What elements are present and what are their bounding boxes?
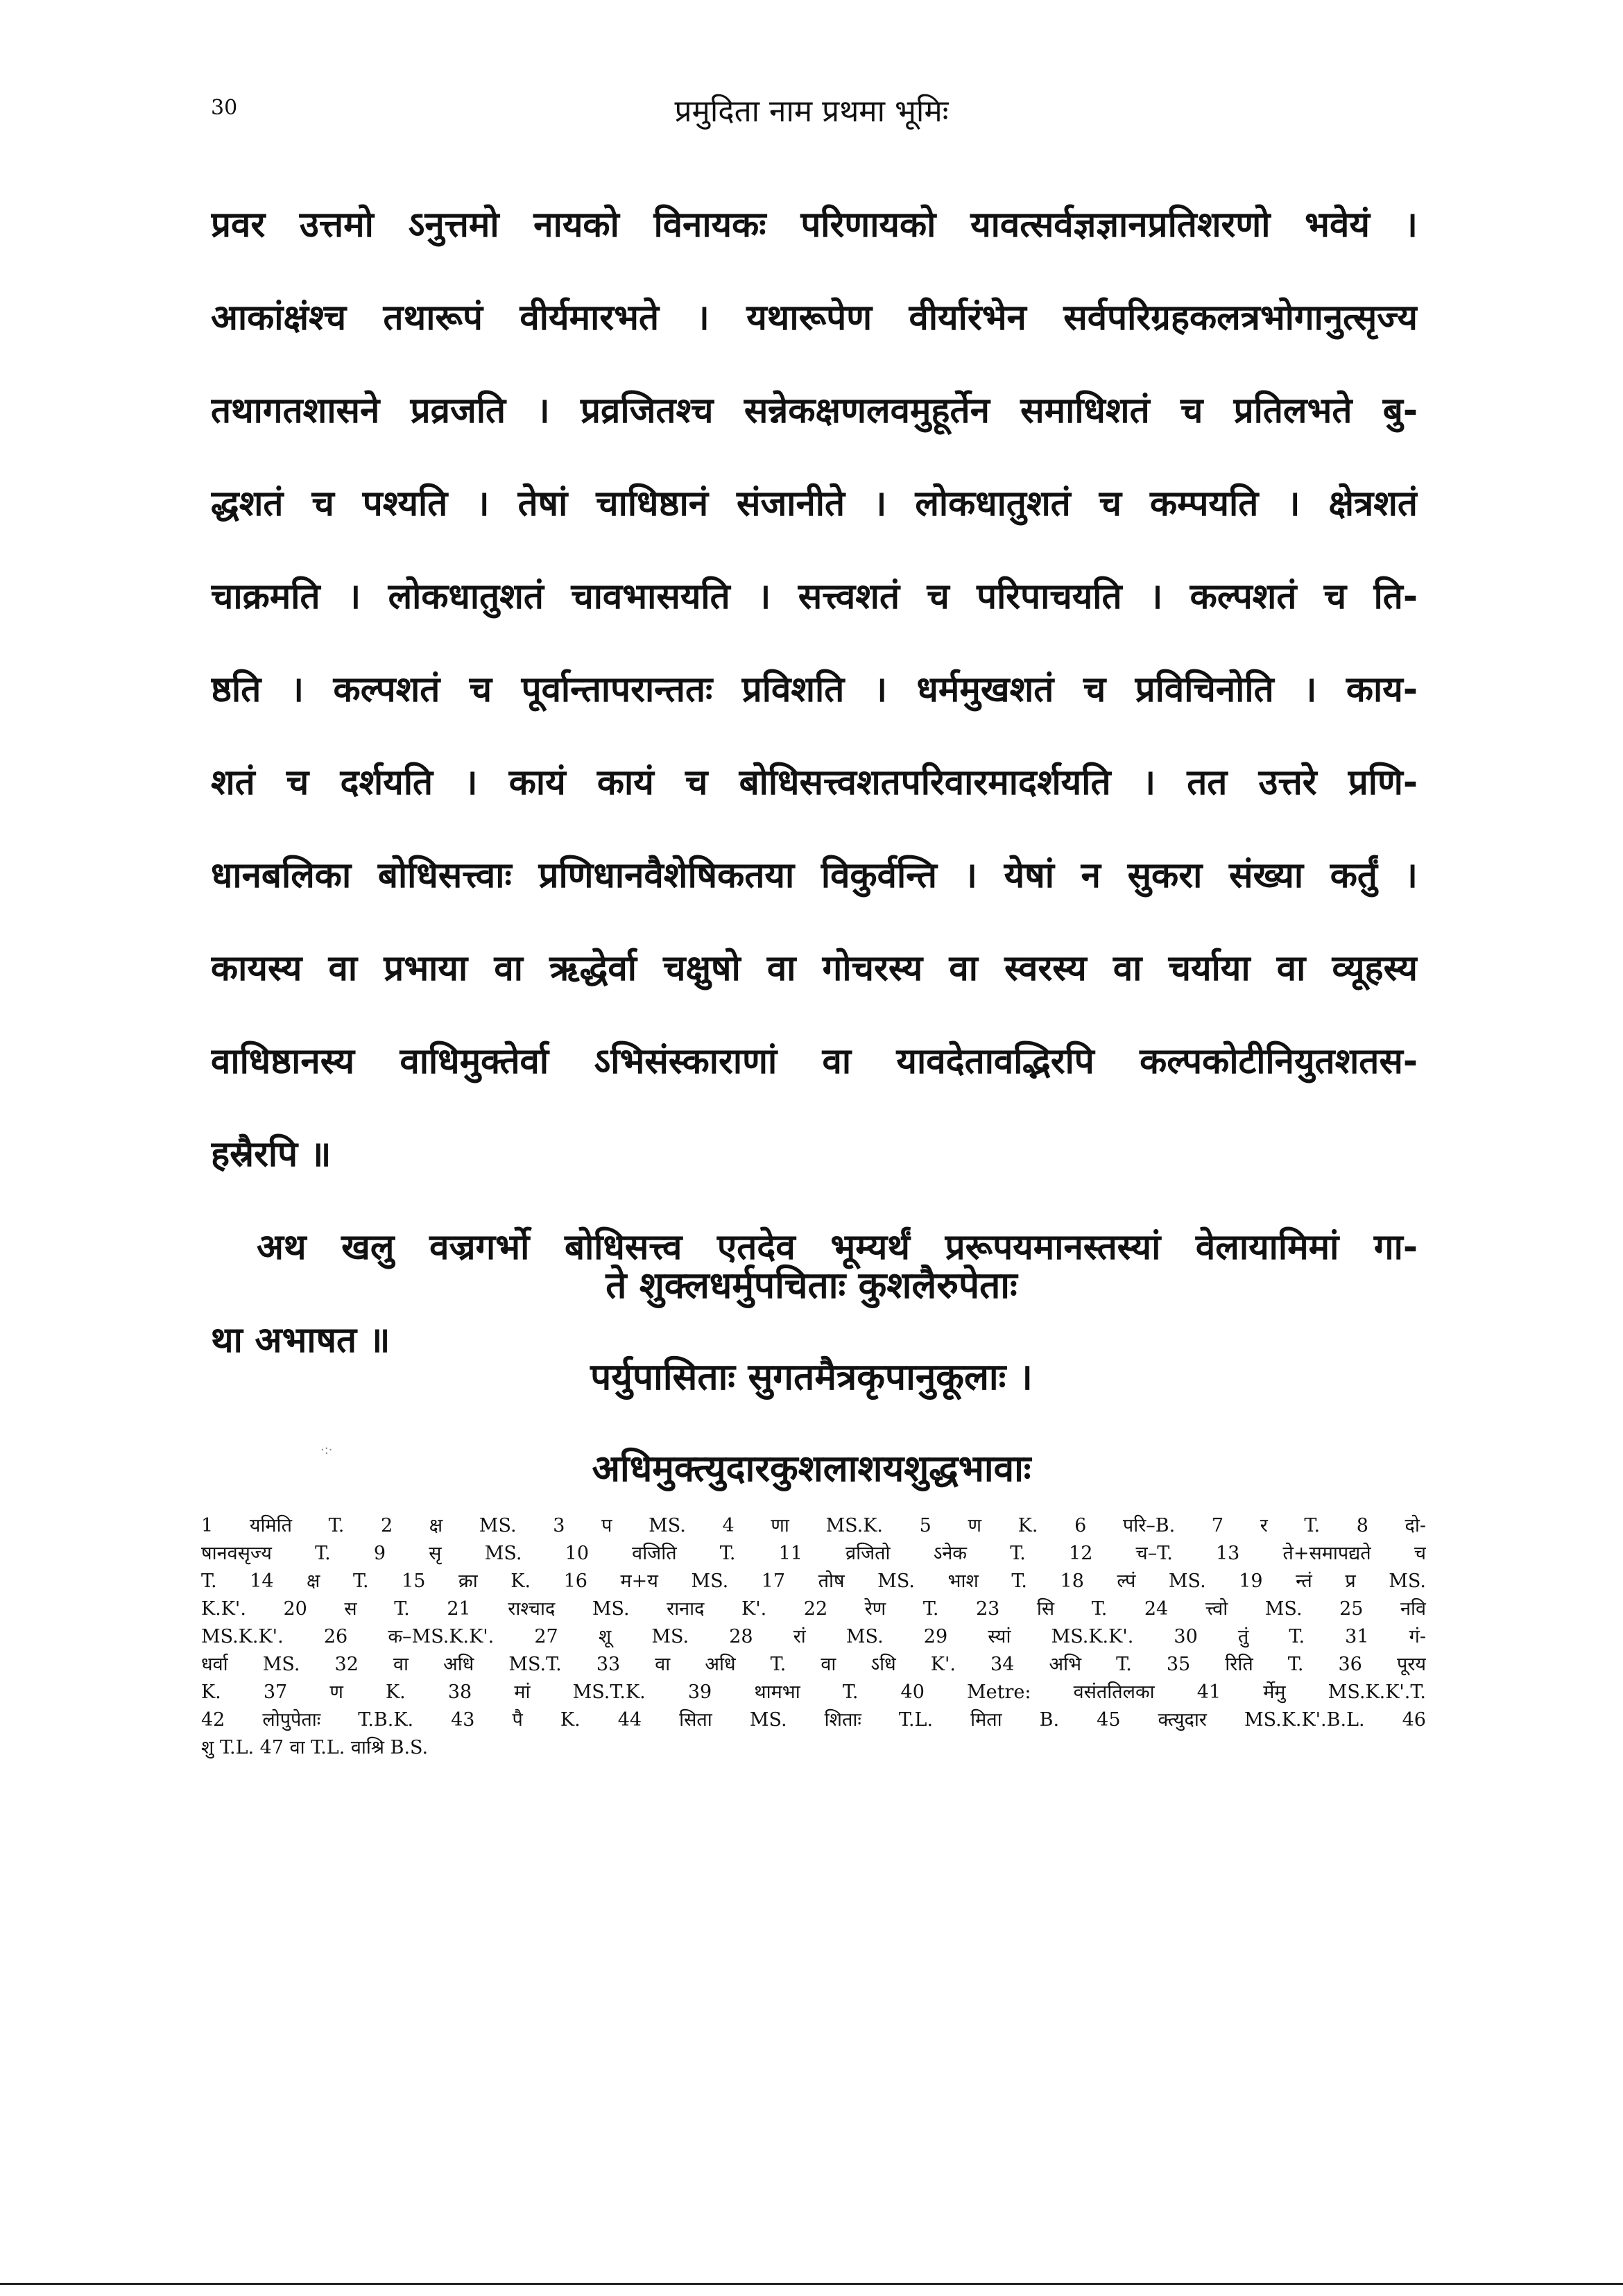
body-line: तथागतशासने प्रव्रजति । प्रव्रजितश्च सन्नेकक्षणलवमुहूर्तेन समाधिशतं च प्रतिलभते बु-: [211, 391, 1418, 431]
body-line: हस्रैरपि ॥: [211, 1134, 332, 1175]
footnote-line: 42 लोपुपेताः T.B.K. 43 पै K. 44 सिता MS. शिताः T.L. मिता B. 45 क्त्युदार MS.K.K'.B.L. 46: [201, 1709, 1426, 1731]
footnote-line: K.K'. 20 स T. 21 राश्चाद MS. रानाद K'. 22 रेण T. 23 सि T. 24 त्त्वो MS. 25 नवि: [201, 1598, 1426, 1620]
body-line: ष्ठति । कल्पशतं च पूर्वान्तापरान्ततः प्रविशति । धर्ममुखशतं च प्रविचिनोति । काय-: [211, 669, 1418, 710]
body-line: आकांक्षंश्च तथारूपं वीर्यमारभते । यथारूपेण वीर्यारंभेन सर्वपरिग्रहकलत्रभोगानुत्सृज्य: [211, 298, 1418, 339]
bottom-rule: [0, 2283, 1623, 2285]
footnote-line: MS.K.K'. 26 क–MS.K.K'. 27 शू MS. 28 रां MS. 29 स्यां MS.K.K'. 30 तुं T. 31 गं-: [201, 1626, 1426, 1647]
verse-line: ते शुक्लधर्मुपचिताः कुशलैरुपेताः: [606, 1265, 1017, 1307]
body-line: अथ खलु वज्रगर्भो बोधिसत्त्व एतदेव भूम्यर्थं प्ररूपयमानस्तस्यां वेलायामिमां गा-: [257, 1227, 1418, 1268]
page-number: 30: [211, 96, 238, 120]
footnote-line: शु T.L. 47 वा T.L. वाश्रि B.S.: [201, 1737, 429, 1758]
verse: [0, 1240, 1623, 1515]
body-line: द्धशतं च पश्यति । तेषां चाधिष्ठानं संजानीते । लोकधातुशतं च कम्पयति । क्षेत्रशतं: [211, 483, 1418, 524]
footnote-line: T. 14 क्ष T. 15 क्रा K. 16 म+य MS. 17 तोष MS. भाश T. 18 ल्पं MS. 19 न्तं प्र MS.: [201, 1570, 1426, 1592]
footnote-line: षानवसृज्य T. 9 सृ MS. 10 वजिति T. 11 व्रजितो ऽनेक T. 12 च–T. 13 ते+समापद्यते च: [201, 1543, 1426, 1564]
footnote-line: धर्वा MS. 32 वा अधि MS.T. 33 वा अधि T. वा ऽधि K'. 34 अभि T. 35 रिति T. 36 पूरय: [201, 1654, 1426, 1675]
body-line: प्रवर उत्तमो ऽनुत्तमो नायको विनायकः परिणायको यावत्सर्वज्ञज्ञानप्रतिशरणो भवेयं ।: [211, 205, 1418, 246]
body-line: कायस्य वा प्रभाया वा ऋद्धेर्वा चक्षुषो वा गोचरस्य वा स्वरस्य वा चर्याया वा व्यूहस्य: [211, 948, 1418, 989]
body-line: धानबलिका बोधिसत्त्वाः प्रणिधानवैशेषिकतया विकुर्वन्ति । येषां न सुकरा संख्या कर्तुं ।: [211, 855, 1418, 896]
verse-line: पर्युपासिताः सुगतमैत्रकृपानुकूलाः ।: [590, 1356, 1033, 1398]
verse-line: अधिमुक्त्युदारकुशलाशयशुद्धभावाः: [592, 1448, 1031, 1490]
footnote-line: 1 यमिति T. 2 क्ष MS. 3 प MS. 4 णा MS.K. 5 ण K. 6 परि–B. 7 र T. 8 दो-: [201, 1515, 1426, 1536]
body-line: वाधिष्ठानस्य वाधिमुक्तेर्वा ऽभिसंस्काराणां वा यावदेतावद्भिरपि कल्पकोटीनियुतशतस-: [211, 1041, 1418, 1082]
body-line: चाक्रमति । लोकधातुशतं चावभासयति । सत्त्वशतं च परिपाचयति । कल्पशतं च ति-: [211, 576, 1418, 617]
body-text: [211, 179, 1418, 1387]
footnotes: [201, 1512, 1426, 1762]
body-line: था अभाषत ॥: [211, 1320, 390, 1361]
footnote-line: K. 37 ण K. 38 मां MS.T.K. 39 थामभा T. 40 Metre: वसंततिलका 41 र्मेमु MS.K.K'.T.: [201, 1681, 1426, 1703]
scan-speck: ·:·: [320, 1443, 333, 1457]
running-title: प्रमुदिता नाम प्रथमा भूमिः: [674, 94, 949, 129]
body-line: शतं च दर्शयति । कायं कायं च बोधिसत्त्वशतपरिवारमादर्शयति । तत उत्तरे प्रणि-: [211, 762, 1418, 803]
